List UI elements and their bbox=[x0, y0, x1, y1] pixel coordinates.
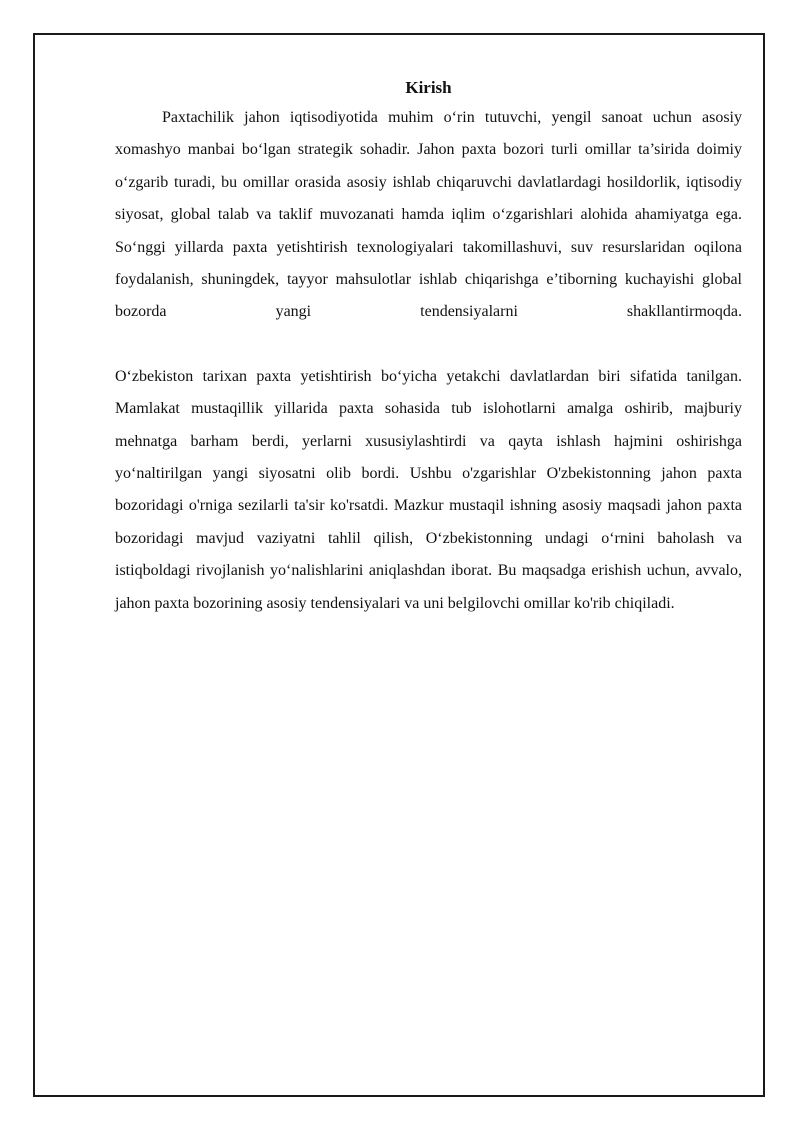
paragraph-introduction: Paxtachilik jahon iqtisodiyotida muhim o‘rin tutuvchi, yengil sanoat uchun asosiy xomashyo manbai bo‘lgan strategik sohadir. Jahon paxta bozori turli omillar ta’sirida doimiy o‘zgarib turadi, bu omillar orasida asosiy ishlab chiqaruvchi davlatlardagi hosildorlik, iqtisodiy siyosat, global talab va taklif muvozanati hamda iqlim o‘zgarishlari alohida ahamiyatga ega. So‘nggi yillarda paxta yetishtirish texnologiyalari takomillashuvi, suv resurslaridan oqilona foydalanish, shuningdek, tayyor mahsulotlar ishlab chiqarishga e’tiborning kuchayishi global bozorda yangi tendensiyalarni shakllantirmoqda. bbox=[115, 109, 742, 321]
paragraph-uzbekistan: O‘zbekiston tarixan paxta yetishtirish bo‘yicha yetakchi davlatlardan biri sifatida tanilgan. Mamlakat mustaqillik yillarida paxta sohasida tub islohotlarni amalga oshirib, majburiy mehnatga barham berdi, yerlarni xususiylashtirdi va qayta ishlash hajmini oshirishga yo‘naltirilgan yangi siyosatni olib bordi. Ushbu o'zgarishlar O'zbekistonning jahon paxta bozoridagi o'rniga sezilarli ta'sir ko'rsatdi. Mazkur mustaqil ishning asosiy maqsadi jahon paxta bozoridagi mavjud vaziyatni tahlil qilish, O‘zbekistonning undagi o‘rnini baholash va istiqboldagi rivojlanish yo‘nalishlarini aniqlashdan iborat. Bu maqsadga erishish uchun, avvalo, jahon paxta bozorining asosiy tendensiyalari va uni belgilovchi omillar ko'rib chiqiladi. bbox=[115, 367, 742, 612]
document-title: Kirish bbox=[405, 78, 452, 97]
document-body bbox=[115, 74, 742, 620]
paragraph-spacer bbox=[115, 329, 742, 361]
